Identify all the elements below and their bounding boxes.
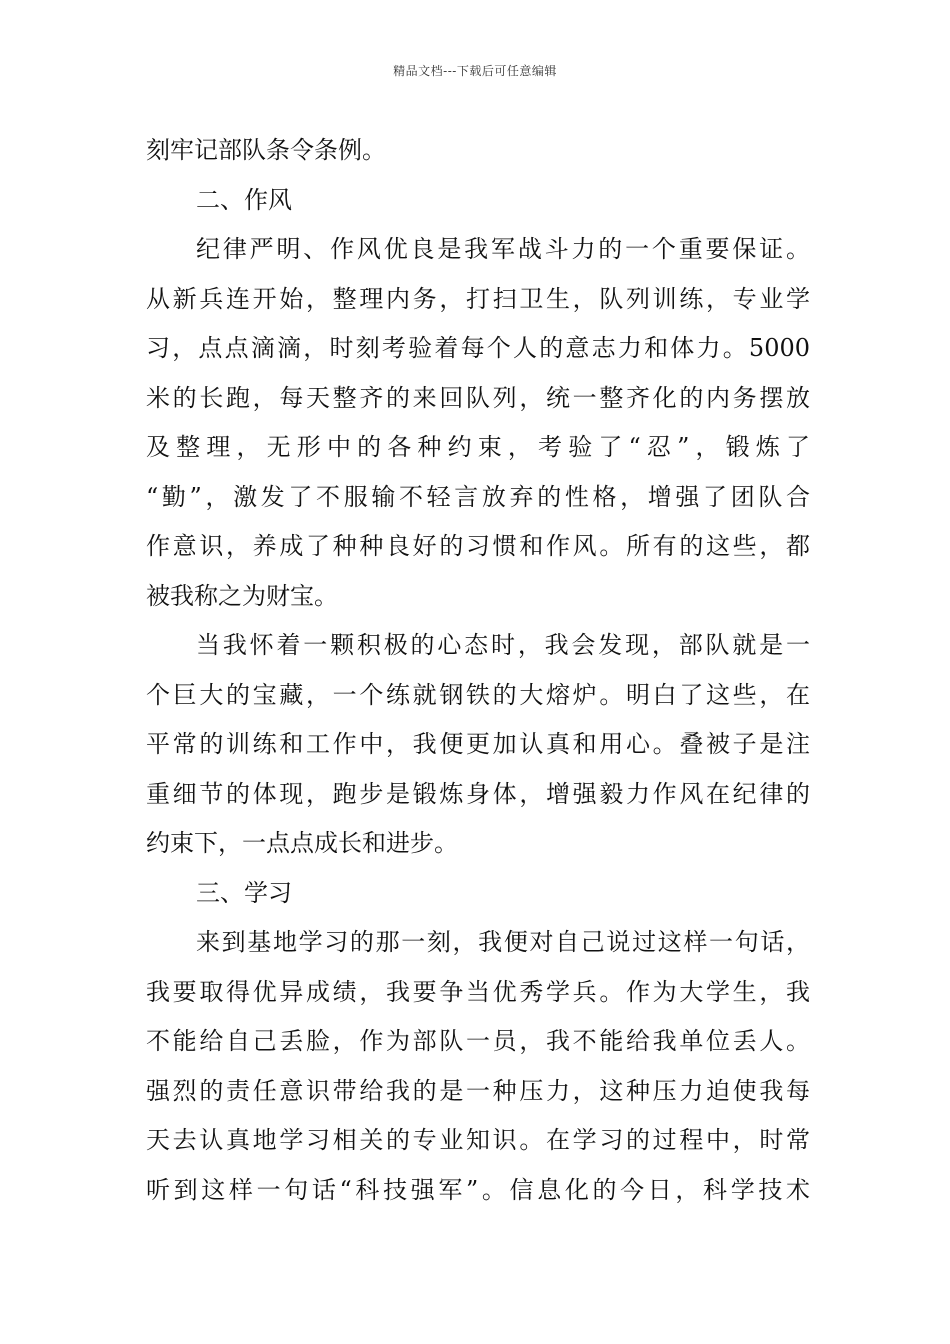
text-line: 强烈的责任意识带给我的是一种压力，这种压力迫使我每 (146, 1076, 810, 1105)
text-line: 听到这样一句话“科技强军”。信息化的今日，科学技术 (146, 1175, 810, 1204)
page-header: 精品文档---下载后可任意编辑 (393, 64, 557, 78)
text-line: 天去认真地学习相关的专业知识。在学习的过程中，时常 (146, 1126, 810, 1154)
text-line: 当我怀着一颗积极的心态时，我会发现，部队就是一 (196, 631, 810, 659)
text-line: 被我称之为财宝。 (146, 581, 338, 610)
text-line: “勤”，激发了不服输不轻言放弃的性格，增强了团队合 (146, 482, 810, 511)
text-line: 纪律严明、作风优良是我军战斗力的一个重要保证。 (196, 235, 810, 263)
text-line: 我要取得优异成绩，我要争当优秀学兵。作为大学生，我 (146, 977, 810, 1006)
text-line: 来到基地学习的那一刻，我便对自己说过这样一句话， (196, 928, 810, 956)
text-line: 不能给自己丢脸，作为部队一员，我不能给我单位丢人。 (146, 1027, 810, 1055)
text-line: 三、学习 (196, 878, 292, 907)
text-line: 及整理，无形中的各种约束，考验了“忍”，锻炼了 (146, 433, 810, 461)
text-line: 重细节的体现，跑步是锻炼身体，增强毅力作风在纪律的 (146, 779, 810, 808)
text-line: 个巨大的宝藏，一个练就钢铁的大熔炉。明白了这些，在 (146, 680, 810, 709)
text-line: 作意识，养成了种种良好的习惯和作风。所有的这些，都 (146, 532, 810, 560)
text-line: 二、作风 (196, 185, 292, 214)
text-line: 米的长跑，每天整齐的来回队列，统一整齐化的内务摆放 (146, 383, 810, 412)
text-line: 平常的训练和工作中，我便更加认真和用心。叠被子是注 (146, 730, 810, 758)
text-line: 从新兵连开始，整理内务，打扫卫生，队列训练，专业学 (146, 284, 810, 313)
body-text (146, 126, 810, 1215)
text-line: 刻牢记部队条令条例。 (146, 136, 386, 164)
text-line: 习，点点滴滴，时刻考验着每个人的意志力和体力。5000 (146, 334, 810, 362)
text-line: 约束下，一点点成长和进步。 (146, 829, 458, 857)
